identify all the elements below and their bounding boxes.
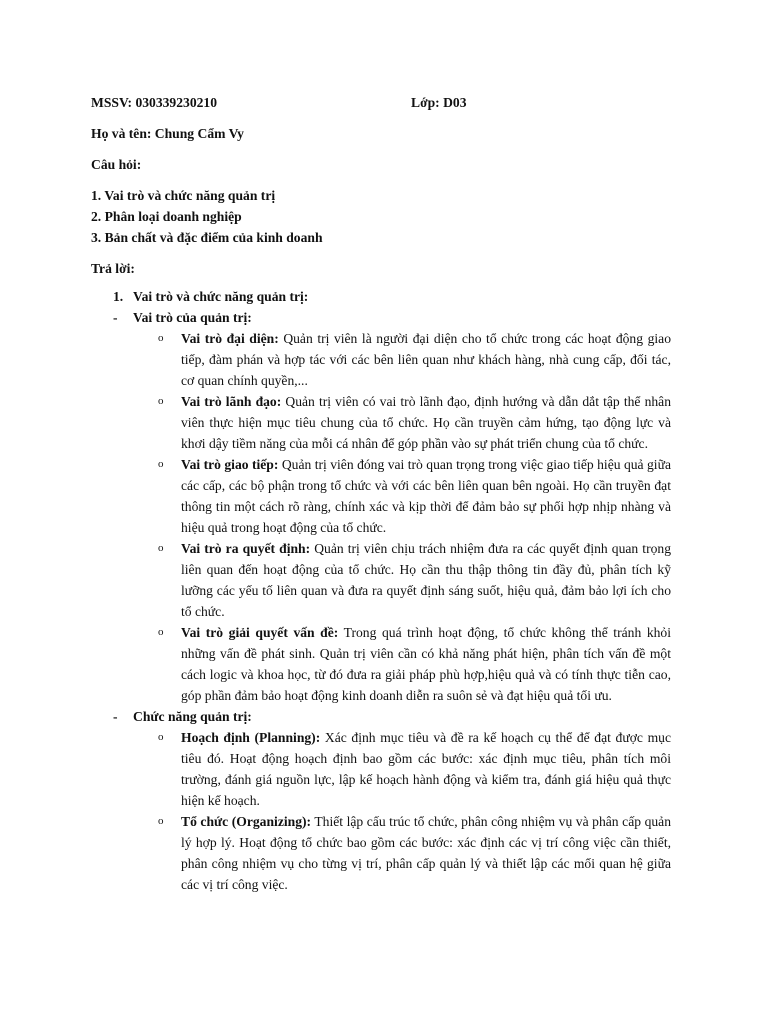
bullet-marker: o <box>158 458 164 470</box>
answer-label: Trả lời: <box>91 261 135 276</box>
item-text: Thiết lập cấu trúc tổ chức, phân công nhiệm vụ và phân cấp quản lý hợp lý. Hoạt động tổ chức bao gồm các bước: xác định các vị trí công việc cần thiết, phân công nhiệm vụ cho từng vị trí, phân cấp quản lý và thiết lập các mối quan hệ giữa các vị trí công việc. <box>181 814 671 892</box>
list-item <box>158 328 671 391</box>
answer-body <box>91 286 691 895</box>
list-item <box>158 454 671 538</box>
list-item <box>158 811 671 895</box>
list-item <box>158 538 671 622</box>
student-id: MSSV: 030339230210 <box>91 95 218 110</box>
roles-heading <box>91 307 691 328</box>
item-term: Tổ chức (Organizing): <box>181 814 312 829</box>
list-item <box>158 727 671 811</box>
item-term: Vai trò lãnh đạo: <box>181 394 282 409</box>
section-title: Vai trò và chức năng quản trị: <box>133 289 309 304</box>
bullet-marker: o <box>158 626 164 638</box>
questions-label: Câu hỏi: <box>91 157 142 172</box>
bullet-marker: o <box>158 815 164 827</box>
bullet-marker: o <box>158 395 164 407</box>
item-term: Vai trò ra quyết định: <box>181 541 311 556</box>
list-item <box>158 622 671 706</box>
item-text: Xác định mục tiêu và đề ra kế hoạch cụ thể để đạt được mục tiêu đó. Hoạt động hoạch định bao gồm các bước: xác định mục tiêu, phân tích môi trường, đánh giá nguồn lực, lập kế hoạch hành động và kiểm tra, đánh giá hiệu quả thực hiện kế hoạch. <box>181 730 671 808</box>
bullet-marker: o <box>158 332 164 344</box>
class-code: Lớp: D03 <box>411 95 467 110</box>
item-text: Quản trị viên đóng vai trò quan trọng trong việc giao tiếp hiệu quả giữa các cấp, các bộ phận trong tổ chức và với các bên liên quan bên ngoài. Họ cần truyền đạt thông tin một cách rõ ràng, chính xác và kịp thời để đảm bảo sự phối hợp nhịp nhàng và hiệu quả trong hoạt động của tổ chức. <box>181 457 671 535</box>
functions-heading <box>91 706 691 727</box>
question-1: 1. Vai trò và chức năng quản trị <box>91 188 276 203</box>
item-term: Hoạch định (Planning): <box>181 730 321 745</box>
student-name: Họ và tên: Chung Cẩm Vy <box>91 126 244 141</box>
item-term: Vai trò đại diện: <box>181 331 279 346</box>
item-text: Trong quá trình hoạt động, tổ chức không thể tránh khỏi những vấn đề phát sinh. Quản trị viên cần có khả năng phát hiện, phân tích vấn đề một cách logic và khoa học, từ đó đưa ra giải pháp phù hợp,hiệu quả và có tính thực tiễn cao, góp phần đảm bảo hoạt động kinh doanh diễn ra suôn sẻ và đạt hiệu quả tối ưu. <box>181 625 671 703</box>
dash-marker: - <box>113 709 118 724</box>
student-info-row <box>91 92 691 113</box>
section-number: 1. <box>113 289 124 304</box>
dash-marker: - <box>113 310 118 325</box>
section-1-heading <box>91 286 691 307</box>
question-3: 3. Bản chất và đặc điểm của kinh doanh <box>91 230 323 245</box>
document-header <box>91 92 691 279</box>
bullet-marker: o <box>158 542 164 554</box>
list-item <box>158 391 671 454</box>
item-text: Quản trị viên chịu trách nhiệm đưa ra các quyết định quan trọng liên quan đến hoạt động của tổ chức. Họ cần thu thập thông tin đầy đủ, phân tích kỹ lưỡng các yếu tố liên quan và đưa ra quyết định sáng suốt, hiệu quả, đảm bảo lợi ích cho tổ chức. <box>181 541 671 619</box>
item-text: Quản trị viên có vai trò lãnh đạo, định hướng và dẫn dắt tập thể nhân viên thực hiện mục tiêu chung của tổ chức. Họ cần truyền cảm hứng, tạo động lực và khơi dậy tiềm năng của mỗi cá nhân để góp phần vào sự phát triển chung của tổ chức. <box>181 394 671 451</box>
item-text: Quản trị viên là người đại diện cho tổ chức trong các hoạt động giao tiếp, đàm phán và hợp tác với các bên liên quan như khách hàng, nhà cung cấp, đối tác, cơ quan chính quyền,... <box>181 331 671 388</box>
functions-title: Chức năng quản trị: <box>133 709 252 724</box>
item-term: Vai trò giao tiếp: <box>181 457 279 472</box>
item-term: Vai trò giải quyết vấn đề: <box>181 625 339 640</box>
roles-title: Vai trò của quản trị: <box>133 310 252 325</box>
bullet-marker: o <box>158 731 164 743</box>
question-2: 2. Phân loại doanh nghiệp <box>91 209 242 224</box>
